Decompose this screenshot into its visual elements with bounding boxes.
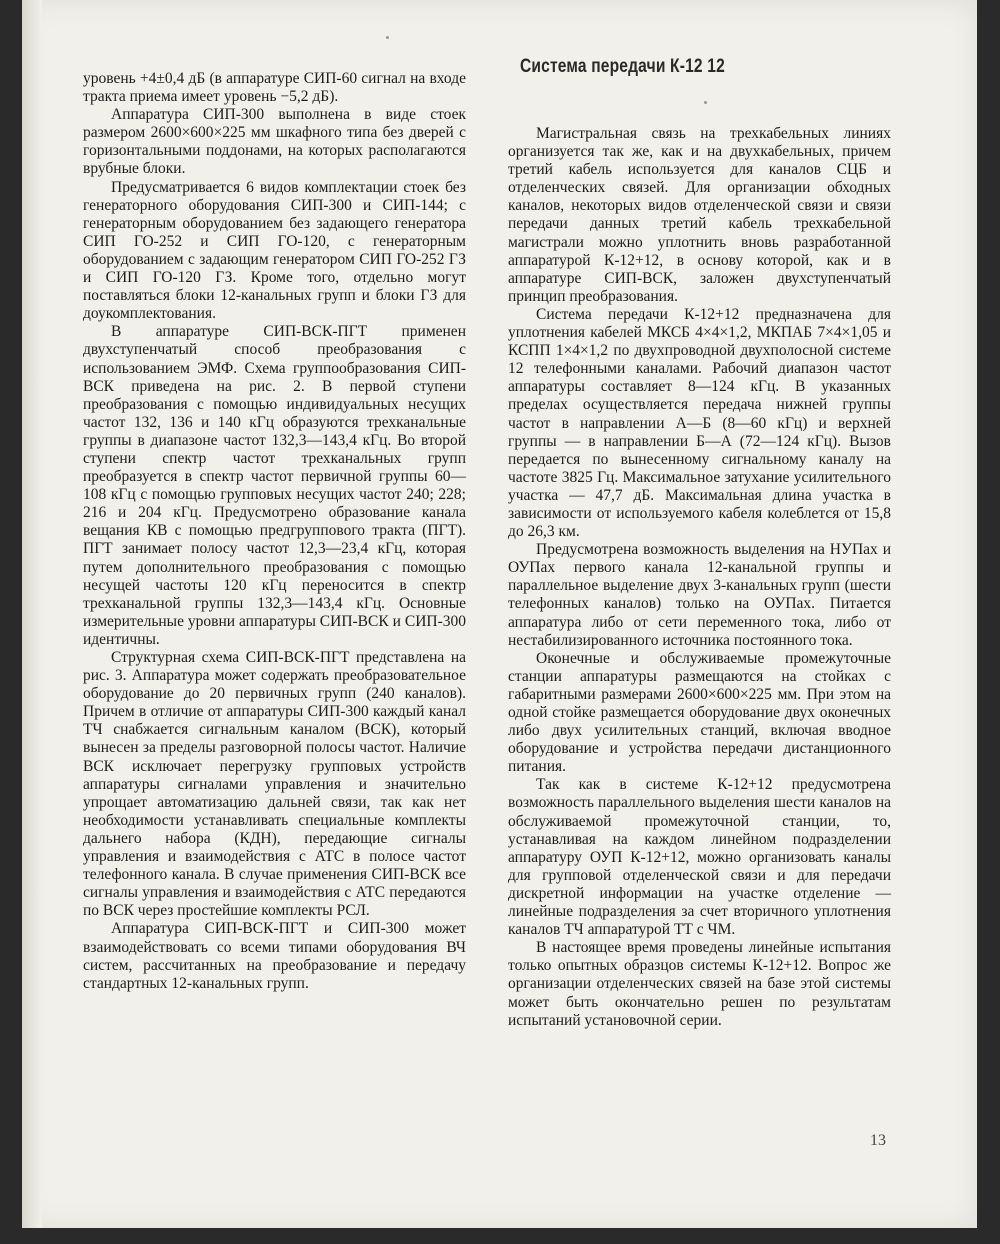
left-column [83, 70, 466, 993]
paragraph: Аппаратура СИП-ВСК-ПГТ и СИП-300 может взаимодействовать со всеми типами оборудования ВЧ систем, рассчитанных на преобразование и передачу стандартных 12-канальных групп. [83, 920, 466, 992]
paragraph: Система передачи К-12+12 предназначена для уплотнения кабелей МКСБ 4×4×1,2, МКПАБ 7×4×1,05 и КСПП 1×4×1,2 по двухпроводной двухполосной системе 12 телефонными каналами. Рабочий диапазон частот аппаратуры составляет 8—124 кГц. В указанных пределах осуществляется передача нижней группы частот в направлении А—Б (8—60 кГц) и верхней группы — в направлении Б—А (72—124 кГц). Вызов передается по вынесенному сигнальному каналу на частоте 3825 Гц. Максимальное затухание усилительного участка — 47,7 дБ. Максимальная длина участка в зависимости от используемого кабеля колеблется от 15,8 до 26,3 км. [508, 305, 891, 541]
paragraph: Предусмотрена возможность выделения на НУПах и ОУПах первого канала 12-канальной группы и параллельное выделение двух 3-канальных групп (шести телефонных каналов) только на ОУПах. Питается аппаратура либо от сети переменного тока, либо от нестабилизированного источника постоянного тока. [508, 541, 891, 649]
paragraph: Аппаратура СИП-300 выполнена в виде стоек размером 2600×600×225 мм шкафного типа без дверей с горизонтальными поддонами, на которых располагаются врубные блоки. [83, 106, 466, 178]
paper-speck [704, 101, 707, 104]
page-binding-edge [22, 0, 42, 1228]
paragraph: уровень +4±0,4 дБ (в аппаратуре СИП-60 сигнал на входе тракта приема имеет уровень −5,2 дБ). [83, 70, 466, 106]
paragraph: Оконечные и обслуживаемые промежуточные станции аппаратуры размещаются на стойках с габаритными размерами 2600×600×225 мм. При этом на одной стойке размещается оборудование двух оконечных либо двух усилительных станций, включая вводное оборудование и устройства передачи дистанционного питания. [508, 649, 891, 776]
paragraph: Магистральная связь на трехкабельных линиях организуется так же, как и на двухкабельных, причем третий кабель используется для каналов СЦБ и отделенческих связей. Для организации обходных каналов, некоторых видов отделенческой связи и связи передачи данных третий кабель трехкабельной магистрали можно уплотнить вновь разработанной аппаратурой К-12+12, в основу которой, как и в аппаратуре СИП-ВСК, заложен двухступенчатый принцип преобразования. [508, 125, 891, 305]
running-head: Система передачи К-12 12 [520, 56, 725, 77]
right-column [508, 125, 891, 1030]
paragraph: Структурная схема СИП-ВСК-ПГТ представлена на рис. 3. Аппаратура может содержать преобразовательное оборудование до 20 первичных групп (240 каналов). Причем в отличие от аппаратуры СИП-300 каждый канал ТЧ снабжается сигнальным каналом (ВСК), который вынесен за пределы разговорной полосы частот. Наличие ВСК исключает перегрузку групповых устройств аппаратуры сигналами управления и значительно упрощает автоматизацию дальней связи, так как нет необходимости устанавливать специальные комплекты дальнего набора (КДН), передающие сигналы управления и взаимодействия с АТС в полосе частот телефонного канала. В случае применения СИП-ВСК все сигналы управления и взаимодействия с АТС передаются по ВСК через простейшие комплекты РСЛ. [83, 649, 466, 920]
page-number: 13 [870, 1132, 886, 1149]
paragraph: В настоящее время проведены линейные испытания только опытных образцов системы К-12+12. Вопрос же организации отделенческих связей на базе этой системы может быть окончательно решен по результатам испытаний установочной серии. [508, 939, 891, 1029]
paper-speck [386, 36, 389, 39]
paragraph: В аппаратуре СИП-ВСК-ПГТ применен двухступенчатый способ преобразования с использованием ЭМФ. Схема группообразования СИП-ВСК приведена на рис. 2. В первой ступени преобразования с помощью индивидуальных несущих частот 132, 136 и 140 кГц образуются трехканальные группы в диапазоне частот 132,3—143,4 кГц. Во второй ступени спектр частот трехканальных групп преобразуется в спектр частот первичной группы 60—108 кГц с помощью групповых несущих частот 240; 228; 216 и 204 кГц. Предусмотрено образование канала вещания КВ с помощью предгруппового тракта (ПГТ). ПГТ занимает полосу частот 12,3—23,4 кГц, которая путем дополнительного преобразования с помощью несущей частоты 120 кГц переносится в спектр трехканальной группы 132,3—143,4 кГц. Основные измерительные уровни аппаратуры СИП-ВСК и СИП-300 идентичны. [83, 323, 466, 648]
paragraph: Так как в системе К-12+12 предусмотрена возможность параллельного выделения шести каналов на обслуживаемой промежуточной станции, то, устанавливая на каждом линейном подразделении аппаратуру ОУП К-12+12, можно организовать каналы для групповой отделенческой связи и для передачи дискретной информации на участке отделение — линейные подразделения за счет вторичного уплотнения каналов ТЧ аппаратурой ТТ с ЧМ. [508, 776, 891, 939]
paragraph: Предусматривается 6 видов комплектации стоек без генераторного оборудования СИП-300 и СИП-144; с генераторным оборудованием без задающего генератора СИП ГО-252 и СИП ГО-120, с генераторным оборудованием с задающим генератором СИП ГО-252 ГЗ и СИП ГО-120 ГЗ. Кроме того, отдельно могут поставляться блоки 12-канальных групп и блоки ГЗ для доукомплектования. [83, 178, 466, 323]
